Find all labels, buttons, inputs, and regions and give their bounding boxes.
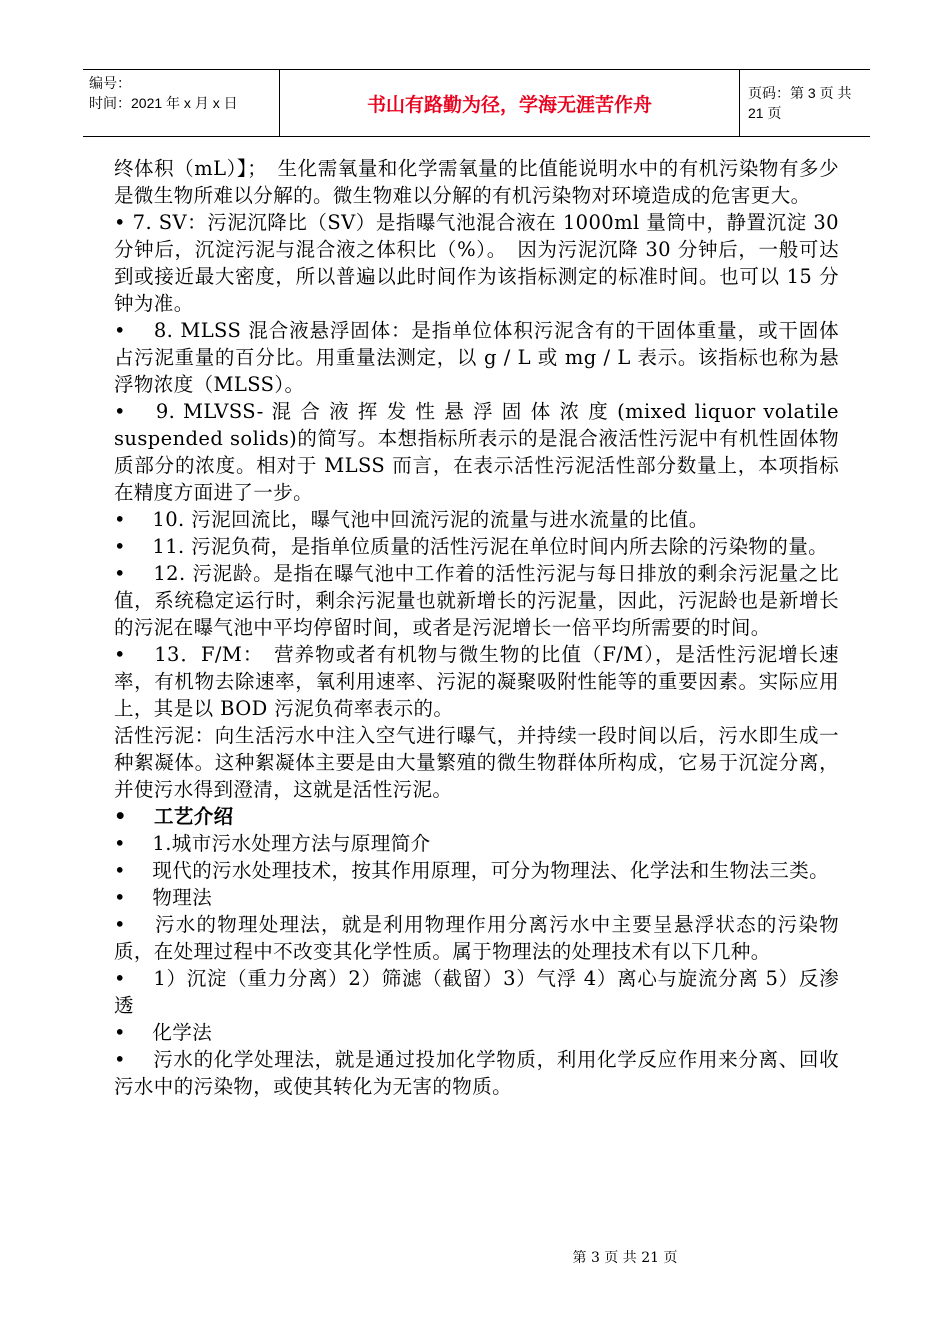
paragraph: • 8. MLSS 混合液悬浮固体：是指单位体积污泥含有的干固体重量，或干固体占污泥重量的百分比。用重量法测定，以 g / L 或 mg / L 表示。该指标也称为悬浮物浓度（MLSS）。 (114, 319, 839, 396)
paragraph: • 11. 污泥负荷，是指单位质量的活性污泥在单位时间内所去除的污染物的量。 (114, 535, 829, 558)
section-heading: • 工艺介绍 (114, 805, 234, 828)
header-meta (83, 70, 280, 136)
page-footer: 第 3 页 共 21 页 (572, 1250, 678, 1266)
paragraph: • 9. MLVSS- 混 合 液 挥 发 性 悬 浮 固 体 浓 度 (mixed liquor volatile suspended solids)的简写。本想指标所表示的是混合液活性污泥中有机性固体物质部分的浓度。相对于 MLSS 而言，在表示活性污泥活性部分数量上，本项指标在精度方面进了一步。 (114, 400, 839, 504)
paragraph: • 化学法 (114, 1021, 213, 1044)
header-motto: 书山有路勤为径，学海无涯苦作舟 (280, 70, 740, 136)
document-body (114, 155, 839, 1100)
document-number: 编号： (89, 75, 131, 91)
paragraph: • 1）沉淀（重力分离）2）筛滤（截留）3）气浮 4）离心与旋流分离 5）反渗透 (114, 967, 839, 1017)
paragraph: 终体积（mL）】； 生化需氧量和化学需氧量的比值能说明水中的有机污染物有多少是微生物所难以分解的。微生物难以分解的有机污染物对环境造成的危害更大。 (114, 157, 839, 207)
header-page-info: 页码：第 3 页 共 21 页 (748, 85, 852, 121)
paragraph: • 13．F/M： 营养物或者有机物与微生物的比值（F/M），是活性污泥增长速率，有机物去除速率，氧利用速率、污泥的凝聚吸附性能等的重要因素。实际应用上，其是以 BOD 污泥负荷率表示的。 (114, 643, 839, 720)
paragraph: • 现代的污水处理技术，按其作用原理，可分为物理法、化学法和生物法三类。 (114, 859, 830, 882)
paragraph: • 污水的化学处理法，就是通过投加化学物质，利用化学反应作用来分离、回收污水中的污染物，或使其转化为无害的物质。 (114, 1048, 839, 1098)
paragraph: 活性污泥：向生活污水中注入空气进行曝气，并持续一段时间以后，污水即生成一种絮凝体。这种絮凝体主要是由大量繁殖的微生物群体所构成，它易于沉淀分离，并使污水得到澄清，这就是活性污泥。 (114, 724, 839, 801)
paragraph: • 物理法 (114, 886, 213, 909)
page-header (83, 69, 870, 137)
paragraph: • 1.城市污水处理方法与原理简介 (114, 832, 431, 855)
paragraph: • 7. SV：污泥沉降比（SV）是指曝气池混合液在 1000ml 量筒中，静置沉淀 30 分钟后，沉淀污泥与混合液之体积比（%）。 因为污泥沉降 30 分钟后，一般可达到或接近最大密度，所以普遍以此时间作为该指标测定的标准时间。也可以 15 分钟为准。 (114, 211, 839, 315)
document-date: 时间：2021 年 x 月 x 日 (89, 95, 238, 111)
paragraph: • 10. 污泥回流比，曝气池中回流污泥的流量与进水流量的比值。 (114, 508, 709, 531)
paragraph: • 12. 污泥龄。是指在曝气池中工作着的活性污泥与每日排放的剩余污泥量之比值，系统稳定运行时，剩余污泥量也就新增长的污泥量，因此，污泥龄也是新增长的污泥在曝气池中平均停留时间，或者是污泥增长一倍平均所需要的时间。 (114, 562, 839, 639)
paragraph: • 污水的物理处理法，就是利用物理作用分离污水中主要呈悬浮状态的污染物质，在处理过程中不改变其化学性质。属于物理法的处理技术有以下几种。 (114, 913, 839, 963)
